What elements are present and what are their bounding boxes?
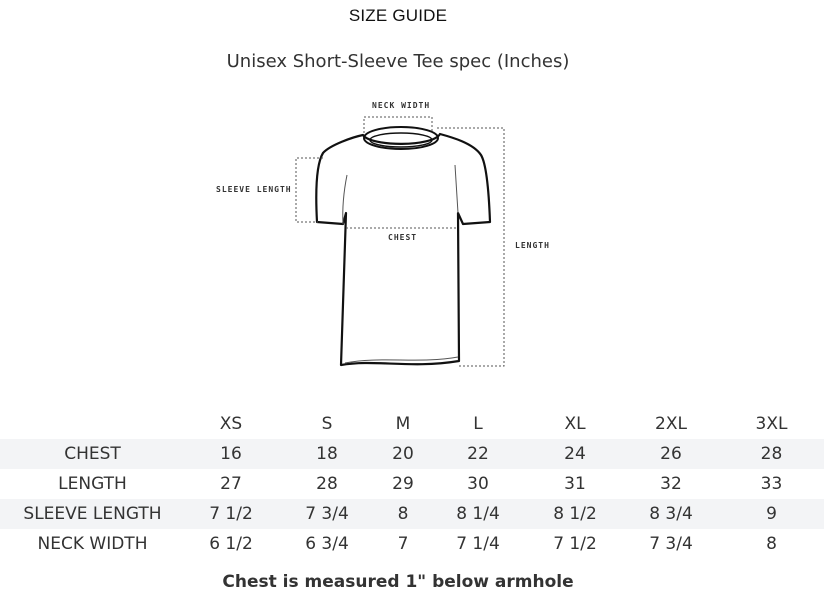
sleeve-length-label: SLEEVE LENGTH	[216, 185, 292, 194]
header-size: M	[395, 414, 411, 434]
table-cell: 8 1/2	[527, 499, 623, 529]
table-cell: 6 3/4	[305, 534, 349, 554]
header-size: 2XL	[655, 414, 687, 434]
row-label: CHEST	[0, 439, 185, 469]
table-cell: 6 1/2	[209, 534, 253, 554]
table-cell: 7 1/2	[185, 499, 277, 529]
header-size: L	[473, 414, 483, 434]
table-row	[0, 529, 824, 559]
header-size: XS	[219, 414, 243, 434]
neck-width-label: NECK WIDTH	[372, 101, 431, 110]
table-cell: 28	[316, 474, 338, 494]
table-row	[0, 499, 824, 529]
header-blank	[0, 409, 185, 439]
table-row	[0, 469, 824, 499]
table-cell: 8 1/4	[429, 499, 527, 529]
table-cell: 7 1/4	[456, 534, 500, 554]
table-cell: 7 1/2	[553, 534, 597, 554]
header-size: S	[321, 414, 333, 434]
table-row	[0, 439, 824, 469]
table-cell: 32	[660, 474, 682, 494]
size-guide-title: SIZE GUIDE	[348, 6, 448, 25]
table-cell: 28	[719, 439, 824, 469]
table-cell: 30	[467, 474, 489, 494]
length-label: LENGTH	[515, 241, 550, 250]
spec-subtitle: Unisex Short-Sleeve Tee spec (Inches)	[226, 51, 570, 72]
tee-diagram	[205, 95, 565, 375]
table-cell: 29	[392, 474, 414, 494]
table-cell: 7 3/4	[277, 499, 377, 529]
table-cell: 22	[429, 439, 527, 469]
table-cell: 33	[760, 474, 783, 494]
chest-label: CHEST	[388, 233, 418, 242]
chest-measure-note: Chest is measured 1" below armhole	[222, 572, 574, 592]
size-header-row	[0, 409, 824, 439]
table-cell: 7	[397, 534, 409, 554]
table-cell: 24	[527, 439, 623, 469]
row-label: LENGTH	[58, 474, 127, 494]
tee-seams	[343, 165, 458, 363]
table-cell: 9	[719, 499, 824, 529]
tee-outline	[316, 134, 490, 365]
table-cell: 20	[377, 439, 429, 469]
tee-collar	[364, 127, 438, 149]
row-label: NECK WIDTH	[37, 534, 148, 554]
table-cell: 18	[277, 439, 377, 469]
table-cell: 7 3/4	[649, 534, 693, 554]
table-cell: 27	[220, 474, 242, 494]
header-size: 3XL	[755, 414, 788, 434]
table-cell: 8	[766, 534, 777, 554]
header-size: XL	[564, 414, 586, 434]
size-table	[0, 409, 824, 559]
tee-illustration	[205, 95, 565, 375]
table-cell: 8 3/4	[623, 499, 719, 529]
table-cell: 16	[185, 439, 277, 469]
table-cell: 26	[623, 439, 719, 469]
table-cell: 8	[377, 499, 429, 529]
table-cell: 31	[564, 474, 586, 494]
row-label: SLEEVE LENGTH	[0, 499, 185, 529]
